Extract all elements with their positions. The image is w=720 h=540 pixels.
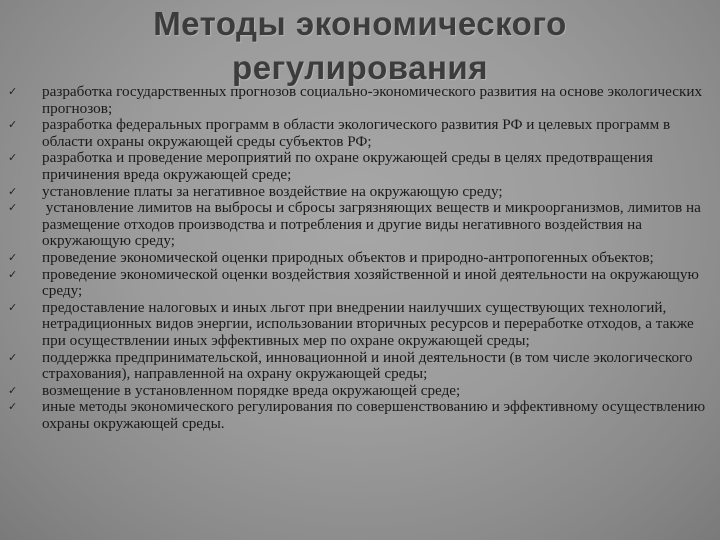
- bullet-text: предоставление налоговых и иных льгот при внедрении наилучших существующих технологий, нетрадиционных видов энергии, использовании вторичных ресурсов и переработке отходов, а также при осуществлении иных эффективных мер по охране окружающей среды;: [42, 298, 694, 349]
- slide-title-line-1: Методы экономического: [153, 5, 567, 42]
- bullet-item: [8, 117, 714, 150]
- bullet-text: установление лимитов на выбросы и сбросы загрязняющих веществ и микроорганизмов, лимитов на размещение отходов производства и потребления и другие виды негативного воздействия на окружающую среду;: [42, 199, 705, 250]
- bullet-item: [8, 250, 714, 267]
- check-icon: ✓: [8, 300, 18, 314]
- check-icon: ✓: [8, 184, 18, 198]
- bullet-text: иные методы экономического регулирования по совершенствованию и эффективному осуществлению охраны окружающей среды.: [42, 398, 706, 432]
- slide-title-line-2: регулирования: [232, 49, 488, 86]
- check-icon: ✓: [8, 400, 18, 414]
- check-icon: ✓: [8, 151, 18, 165]
- check-icon: ✓: [8, 118, 18, 132]
- bullet-item: [8, 184, 714, 201]
- bullet-item: [8, 267, 714, 300]
- bullet-text: поддержка предпринимательской, инновационной и иной деятельности (в том числе экологического страхования), направленной на охрану окружающей среды;: [42, 348, 693, 383]
- bullet-item: [8, 200, 714, 250]
- bullet-item: [8, 84, 714, 117]
- bullet-item: [8, 383, 714, 400]
- check-icon: ✓: [8, 383, 18, 397]
- bullet-text: проведение экономической оценки воздействия хозяйственной и иной деятельности на окружающую среду;: [42, 265, 699, 300]
- check-icon: ✓: [8, 267, 18, 281]
- bullet-text: проведение экономической оценки природных объектов и природно-антропогенных объектов;: [42, 248, 654, 266]
- bullet-text: установление платы за негативное воздействие на окружающую среду;: [42, 182, 503, 200]
- check-icon: ✓: [8, 201, 18, 215]
- bullet-list: [8, 84, 714, 432]
- check-icon: ✓: [8, 250, 18, 264]
- bullet-text: возмещение в установленном порядке вреда окружающей среде;: [42, 381, 461, 399]
- bullet-item: [8, 399, 714, 432]
- bullet-item: [8, 150, 714, 183]
- bullet-text: разработка государственных прогнозов социально-экономического развития на основе экологических прогнозов;: [42, 83, 703, 117]
- slide-title: [90, 2, 630, 90]
- bullet-item: [8, 300, 714, 350]
- bullet-text: разработка и проведение мероприятий по охране окружающей среды в целях предотвращения причинения вреда окружающей среде;: [42, 149, 653, 183]
- bullet-text: разработка федеральных программ в области экологического развития РФ и целевых программ в области охраны окружающей среды субъектов РФ;: [42, 116, 671, 150]
- check-icon: ✓: [8, 85, 18, 98]
- check-icon: ✓: [8, 350, 18, 364]
- bullet-item: [8, 350, 714, 383]
